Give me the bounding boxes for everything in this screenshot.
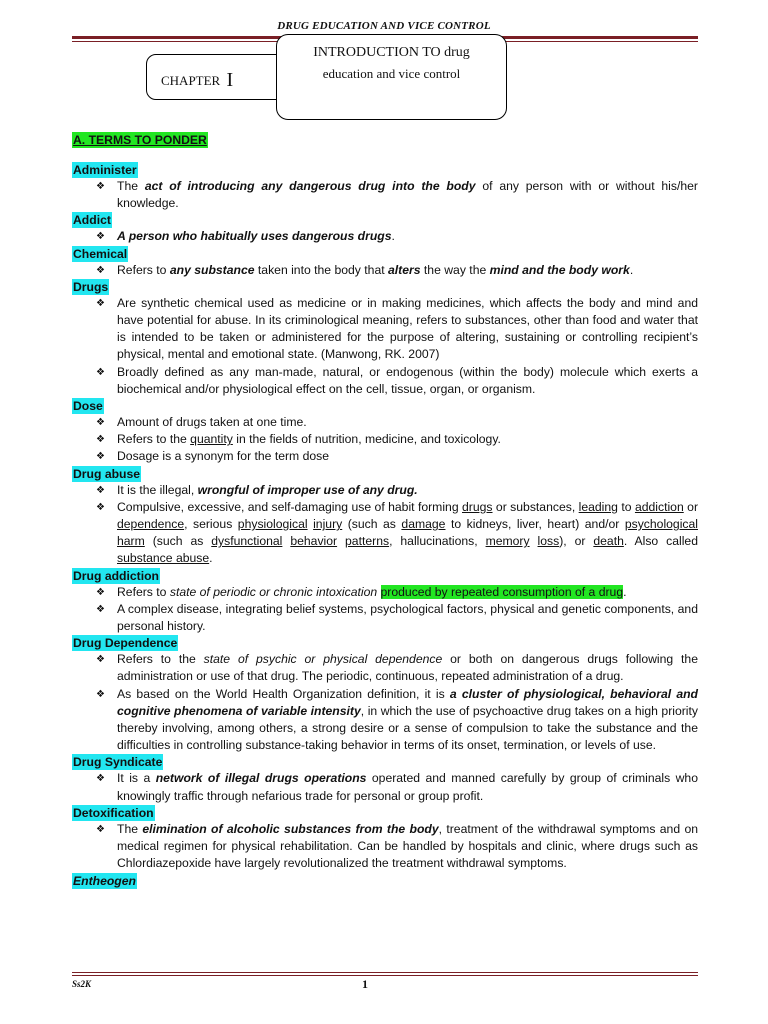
definition-item: [72, 651, 698, 685]
footer-rule: [72, 972, 698, 973]
term-title: Dose: [73, 399, 103, 414]
term-title: Drugs: [73, 279, 109, 294]
hyperlink-text: memory: [485, 534, 530, 549]
text: to kidneys, liver, heart) and/or: [445, 517, 625, 532]
emphasis: A person who habitually uses dangerous drugs: [117, 229, 392, 244]
text: .: [391, 229, 395, 244]
definition-list: [72, 584, 698, 636]
text: .: [629, 262, 634, 277]
text: or substances,: [492, 499, 579, 514]
hyperlink-text: physiological: [237, 517, 308, 532]
chapter-number: I: [226, 69, 234, 91]
definition-list: [72, 651, 698, 754]
definition-item: ❖ Are synthetic chemical used as medicine or in making medicines, which affects the body and mind and have potential for abuse. In its criminological meaning, refers to substances, other than food and water that is intended to be taken or administered for the purpose of altering, sustaining or controlling recipient’s physical, mental and emotional state. (Manwong, RK. 2007): [72, 295, 698, 364]
emphasis: a cluster of physiological, behavioral and cognitive phenomena of variable intensity: [117, 686, 699, 718]
section-heading: A. TERMS TO PONDER: [73, 133, 207, 147]
text: Refers to the: [117, 432, 191, 447]
definition-item: [72, 262, 698, 279]
emphasis: wrongful of improper use of any drug.: [197, 482, 418, 497]
text: or: [683, 499, 698, 514]
text: The: [117, 821, 143, 836]
hyperlink-text: death: [593, 534, 624, 549]
hyperlink-text: behavior: [290, 534, 338, 549]
definition-list: [72, 821, 698, 873]
text: Compulsive, excessive, and self-damaging use of habit forming: [117, 499, 463, 514]
term-dose: [72, 398, 698, 466]
page-content: [72, 132, 698, 889]
text: [530, 534, 538, 548]
definition-list: [72, 228, 698, 245]
text: the way the: [420, 262, 490, 277]
footer-rule-thin: [72, 975, 698, 976]
text: (such as: [342, 517, 402, 532]
text: .: [623, 584, 627, 599]
term-title: Drug abuse: [73, 466, 141, 481]
definition-item: [72, 228, 698, 245]
term-drug-abuse: [72, 466, 698, 568]
text: , serious: [184, 517, 238, 532]
term-title: Administer: [73, 163, 137, 177]
definition-list: [72, 178, 698, 212]
definition-item: [72, 770, 698, 804]
definition-item: ❖ Broadly defined as any man-made, natural, or endogenous (within the body) molecule which exerts a biochemical and/or physiological effect on the cell, tissue, organ, or organism.: [72, 364, 698, 398]
hyperlink-text: dependence: [117, 517, 185, 532]
term-detoxification: [72, 805, 698, 873]
hyperlink-text: damage: [401, 517, 446, 532]
term-drug-dependence: [72, 635, 698, 754]
definition-item: [72, 178, 698, 212]
text: , treatment of the withdrawal symptoms and on medical regimen for physical rehabilitation. Can be handled by hospitals and clinic, where drugs such as Chlordiazepoxide have largely revolutionalized the treatment withdrawal symptoms.: [117, 821, 699, 871]
footer-author: Ss2K: [72, 979, 92, 989]
hyperlink-text: quantity: [190, 432, 233, 447]
hyperlink-text: substance abuse: [117, 551, 210, 566]
text: , in which the use of psychoactive drug takes on a high priority thereby involving, among others, a strong desire or a sense of compulsion to take the substance and the difficulties in controlling substance-taking behavior in terms of its onset, termination, or levels of use.: [117, 703, 698, 753]
definition-list: [72, 295, 698, 398]
chapter-label: CHAPTER: [161, 73, 221, 88]
text: or both on dangerous drugs following the administration or use of that drug. The periodic, continuous, repeated administration of a drug.: [117, 652, 698, 684]
term-title: Drug Dependence: [73, 636, 178, 651]
hyperlink-text: patterns: [345, 534, 390, 549]
term-title: Entheogen: [73, 873, 136, 888]
text: in the fields of nutrition, medicine, and toxicology.: [232, 432, 501, 447]
term-administer: [72, 162, 698, 212]
term-addict: [72, 212, 698, 245]
term-chemical: [72, 246, 698, 279]
text: taken into the body that: [254, 262, 388, 277]
emphasis: alters: [388, 262, 421, 277]
text: , hallucinations,: [389, 534, 486, 549]
text: (such as: [144, 534, 212, 549]
page-number: 1: [362, 977, 368, 991]
term-drug-syndicate: [72, 754, 698, 804]
definition-list: [72, 770, 698, 804]
definition-item: ❖ A complex disease, integrating belief systems, psychological factors, physical and genetic components, and personal history.: [72, 601, 698, 635]
definition-item: [72, 584, 698, 601]
hyperlink-text: addiction: [634, 499, 684, 514]
text: of any person with or without his/her knowledge.: [117, 179, 698, 211]
term-title: Chemical: [73, 246, 128, 261]
text: . Also called: [623, 534, 698, 549]
chapter-title-line1: INTRODUCTION TO drug: [313, 45, 470, 60]
definition-list: [72, 482, 698, 568]
emphasis: any substance: [169, 262, 255, 277]
text: As based on the World Health Organization definition, it is: [117, 686, 450, 701]
emphasis: act of introducing any dangerous drug into the body: [144, 179, 476, 193]
hyperlink-text: dysfunctional: [211, 534, 283, 549]
text: [337, 534, 345, 548]
text: It is a: [117, 771, 156, 786]
emphasis: elimination of alcoholic substances from the body: [142, 821, 439, 836]
text: The: [117, 179, 145, 193]
definition-item: [72, 482, 698, 499]
text: to: [617, 499, 635, 514]
text: .: [209, 551, 213, 566]
text: Refers to: [117, 262, 170, 277]
hyperlink-text: leading: [578, 499, 618, 514]
definition-item: [72, 499, 698, 568]
hyperlink-text: drugs: [462, 499, 493, 514]
definition-item: [72, 431, 698, 448]
emphasis: state of periodic or chronic intoxication: [169, 584, 378, 599]
definition-item: ❖ Dosage is a synonym for the term dose: [72, 448, 698, 465]
definition-list: [72, 262, 698, 279]
text: Refers to: [117, 584, 170, 599]
term-title: Drug addiction: [73, 568, 159, 583]
chapter-title-box: [276, 34, 507, 120]
definition-item: ❖ Amount of drugs taken at one time.: [72, 414, 698, 431]
term-drugs: [72, 279, 698, 398]
hyperlink-text: psychological: [624, 517, 698, 532]
definition-list: [72, 414, 698, 466]
term-entheogen: [72, 873, 698, 889]
definition-item: [72, 821, 698, 873]
term-title: Addict: [73, 213, 111, 228]
term-title: Drug Syndicate: [73, 755, 163, 770]
term-drug-addiction: [72, 568, 698, 636]
highlighted-text: produced by repeated consumption of a drug: [380, 584, 624, 599]
emphasis: network of illegal drugs operations: [155, 771, 367, 786]
text: It is the illegal,: [117, 482, 198, 497]
text: ), or: [559, 534, 594, 549]
text: operated and manned carefully by group of criminals who knowingly traffic through nefarious trade for personal or group profit.: [117, 771, 698, 803]
hyperlink-text: harm: [117, 534, 145, 549]
text: Refers to the: [117, 652, 204, 667]
hyperlink-text: loss: [537, 534, 560, 549]
term-title: Detoxification: [73, 805, 154, 820]
running-header: DRUG EDUCATION AND VICE CONTROL: [277, 20, 491, 32]
emphasis: mind and the body work: [489, 262, 630, 277]
chapter-title-line2: education and vice control: [322, 66, 461, 81]
hyperlink-text: injury: [313, 517, 343, 532]
emphasis: state of psychic or physical dependence: [203, 652, 443, 667]
definition-item: [72, 686, 698, 755]
